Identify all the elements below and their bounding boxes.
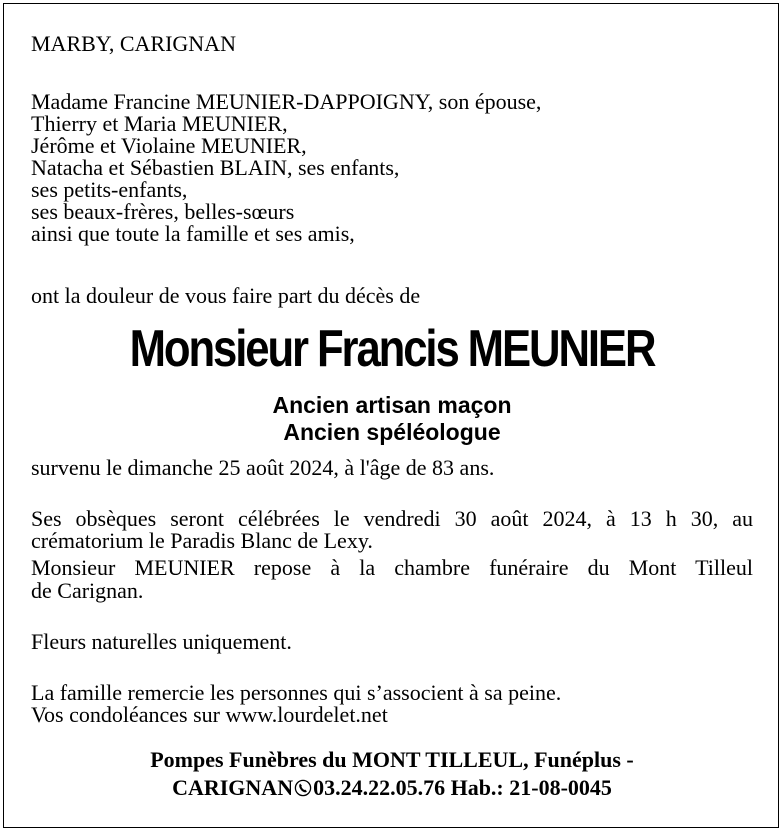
family-line-4: Natacha et Sébastien BLAIN, ses enfants,: [31, 155, 400, 180]
funeral-line-2: crématorium le Paradis Blanc de Lexy.: [31, 528, 373, 553]
funeral-line-1: Ses obsèques seront célébrées le vendredi 30 août 2024, à 13 h 30, au: [31, 506, 753, 531]
family-line-3: Jérôme et Violaine MEUNIER,: [31, 133, 307, 158]
family-line-2: Thierry et Maria MEUNIER,: [31, 111, 288, 136]
family-line-5: ses petits-enfants,: [31, 177, 188, 202]
funeral-home-phone: 03.24.22.05.76: [313, 775, 446, 800]
death-info: survenu le dimanche 25 août 2024, à l'âge de 83 ans.: [31, 455, 495, 480]
location: MARBY, CARIGNAN: [31, 31, 236, 56]
title-line-1: Ancien artisan maçon: [272, 392, 512, 418]
thanks-line-1: La famille remercie les personnes qui s’associent à sa peine.: [31, 680, 562, 705]
funeral-home-name: Pompes Funèbres du MONT TILLEUL, Funéplus -: [150, 747, 634, 772]
family-line-6: ses beaux-frères, belles-sœurs: [31, 199, 295, 224]
funeral-home-place: CARIGNAN: [172, 775, 294, 800]
condolences-line: Vos condoléances sur www.lourdelet.net: [31, 702, 388, 727]
family-line-1: Madame Francine MEUNIER-DAPPOIGNY, son épouse,: [31, 89, 542, 114]
title-line-2: Ancien spéléologue: [283, 419, 501, 445]
funeral-line-3: Monsieur MEUNIER repose à la chambre funéraire du Mont Tilleul: [31, 555, 753, 580]
deceased-name: Monsieur Francis MEUNIER: [129, 320, 655, 378]
flowers-note: Fleurs naturelles uniquement.: [31, 629, 292, 654]
funeral-home-contact: [0, 774, 784, 802]
family-line-7: ainsi que toute la famille et ses amis,: [31, 221, 355, 246]
funeral-home-license: Hab.: 21-08-0045: [450, 775, 612, 800]
phone-icon: [294, 776, 312, 794]
funeral-line-4: de Carignan.: [31, 578, 144, 603]
announcement: ont la douleur de vous faire part du décès de: [31, 283, 421, 308]
